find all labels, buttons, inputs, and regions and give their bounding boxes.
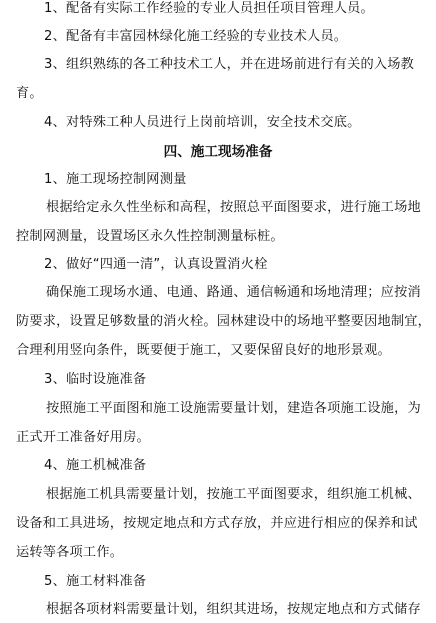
paragraph-line: 运转等各项工作。	[16, 545, 124, 560]
paragraph-line: 根据施工机具需要量计划，按施工平面图要求，组织施工机械、	[46, 487, 421, 502]
subheading: 4、施工机械准备	[44, 458, 147, 473]
paragraph-line: 根据给定永久性坐标和高程，按照总平面图要求，进行施工场地	[46, 200, 421, 215]
paragraph-line: 设备和工具进场，按规定地点和方式存放，并应进行相应的保养和试	[16, 516, 418, 531]
subheading: 1、施工现场控制网测量	[44, 172, 187, 187]
paragraph-line: 3、组织熟练的各工种技术工人，并在进场前进行有关的入场教	[44, 57, 415, 72]
paragraph-line: 合理利用竖向条件，既要便于施工，又要保留良好的地形景观。	[16, 343, 391, 358]
paragraph-line: 防要求，设置足够数量的消火栓。园林建设中的场地平整要因地制宜，	[16, 314, 432, 329]
paragraph-line: 2、配备有丰富园林绿化施工经验的专业技术人员。	[44, 29, 348, 44]
paragraph-line: 育。	[16, 86, 43, 101]
paragraph-line: 1、配备有实际工作经验的专业人员担任项目管理人员。	[44, 1, 374, 16]
paragraph-line: 4、对特殊工种人员进行上岗前培训，安全技术交底。	[44, 115, 361, 130]
paragraph-line: 正式开工准备好用房。	[16, 430, 150, 445]
subheading: 2、做好“四通一清”，认真设置消火栓	[44, 257, 268, 272]
paragraph-line: 确保施工现场水通、电通、路通、通信畅通和场地清理；应按消	[46, 285, 421, 300]
paragraph-line: 按照施工平面图和施工设施需要量计划，建造各项施工设施，为	[46, 401, 421, 416]
paragraph-line: 根据各项材料需要量计划，组织其进场，按规定地点和方式储存	[46, 602, 421, 617]
subheading: 5、施工材料准备	[44, 574, 147, 589]
section-heading: 四、施工现场准备	[163, 144, 273, 160]
subheading: 3、临时设施准备	[44, 372, 147, 387]
paragraph-line: 控制网测量，设置场区永久性控制测量标桩。	[16, 229, 284, 244]
